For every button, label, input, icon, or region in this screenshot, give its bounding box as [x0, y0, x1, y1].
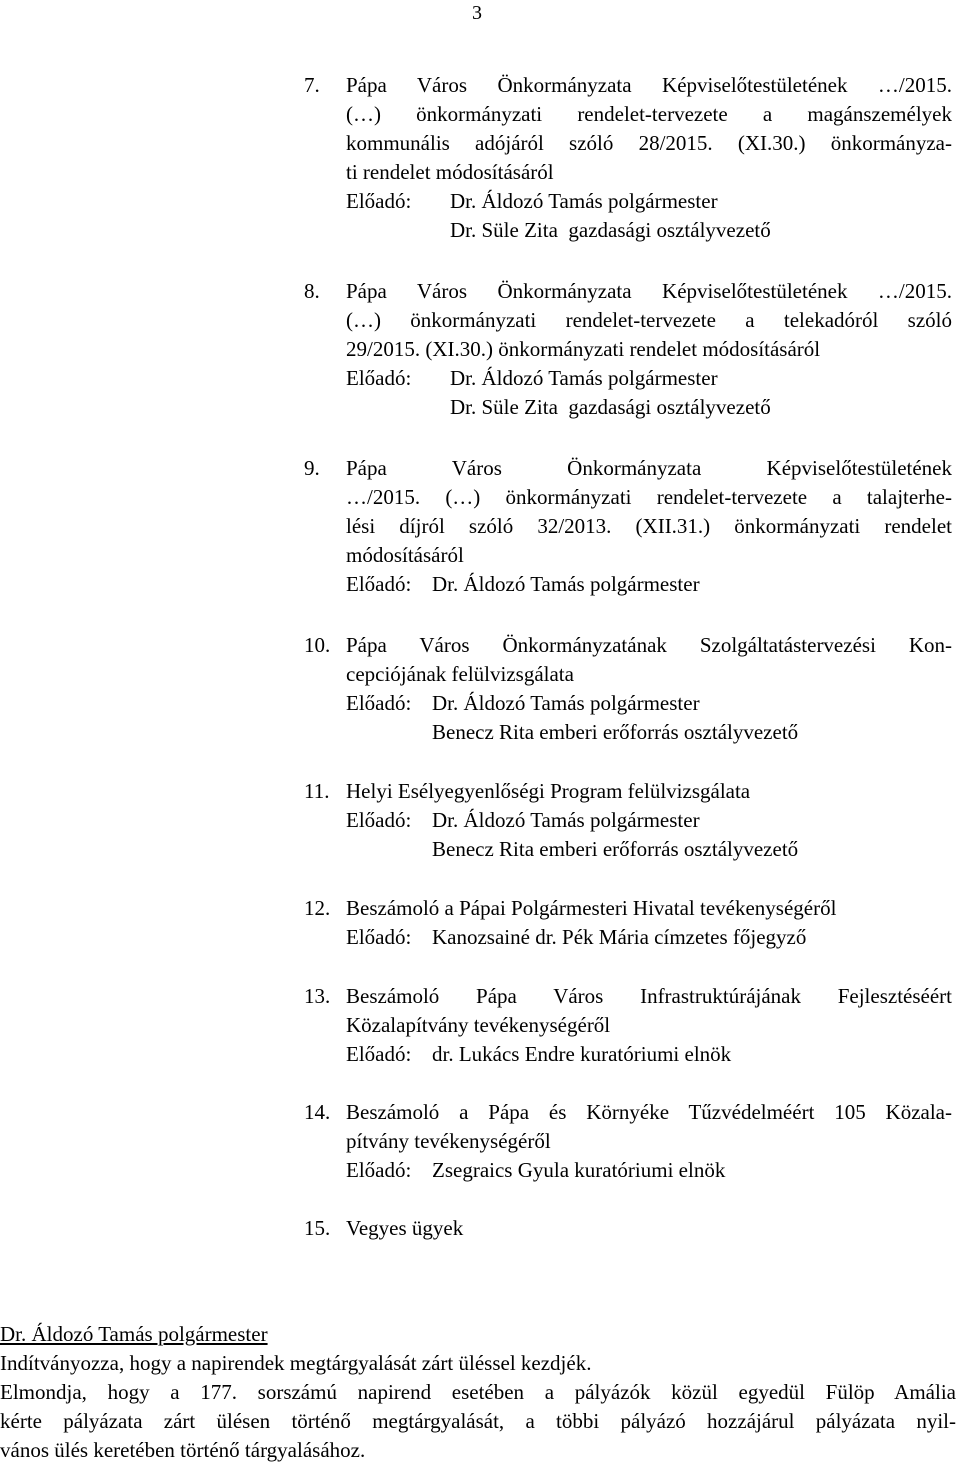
item-number: 10. — [304, 633, 331, 657]
presenter-label: Előadó: — [346, 1158, 412, 1182]
item-number: 8. — [304, 279, 320, 303]
item-text-line: cepciójának felülvizsgálata — [346, 662, 574, 686]
footer-para-line: vános ülés keretében történő tárgyalásához. — [0, 1438, 366, 1462]
presenter: Dr. Áldozó Tamás polgármester — [432, 572, 700, 596]
presenter-label: Előadó: — [346, 189, 412, 213]
item-number: 15. — [304, 1216, 331, 1240]
presenter: Dr. Süle Zita gazdasági osztályvezető — [450, 395, 771, 419]
presenter: dr. Lukács Endre kuratóriumi elnök — [432, 1042, 732, 1066]
presenter: Dr. Áldozó Tamás polgármester — [432, 691, 700, 715]
item-text-line: Pápa Város Önkormányzata Képviselőtestületének …/2015. — [346, 279, 952, 303]
presenter: Dr. Áldozó Tamás polgármester — [450, 189, 718, 213]
presenter-label: Előadó: — [346, 1042, 412, 1066]
item-number: 11. — [304, 779, 330, 803]
speaker-name: Dr. Áldozó Tamás polgármester — [0, 1322, 268, 1346]
presenter-label: Előadó: — [346, 925, 412, 949]
presenter: Dr. Áldozó Tamás polgármester — [450, 366, 718, 390]
item-text-line: kommunális adójáról szóló 28/2015. (XI.30.) önkormányza- — [346, 131, 952, 155]
presenter-label: Előadó: — [346, 691, 412, 715]
item-text-line: 29/2015. (XI.30.) önkormányzati rendelet módosításáról — [346, 337, 821, 361]
item-number: 12. — [304, 896, 331, 920]
item-number: 7. — [304, 73, 320, 97]
footer-line: Indítványozza, hogy a napirendek megtárgyalását zárt üléssel kezdjék. — [0, 1351, 592, 1375]
presenter-label: Előadó: — [346, 572, 412, 596]
item-text-line: Beszámoló Pápa Város Infrastruktúrájának Fejlesztéséért — [346, 984, 952, 1008]
item-text-line: ti rendelet módosításáról — [346, 160, 554, 184]
item-number: 13. — [304, 984, 331, 1008]
presenter-label: Előadó: — [346, 366, 412, 390]
item-text-line: Közalapítvány tevékenységéről — [346, 1013, 611, 1037]
item-number: 14. — [304, 1100, 331, 1124]
item-text-line: Pápa Város Önkormányzata Képviselőtestületének — [346, 456, 952, 480]
item-text-line: Beszámoló a Pápa és Környéke Tűzvédelméért 105 Közala- — [346, 1100, 952, 1124]
presenter: Dr. Süle Zita gazdasági osztályvezető — [450, 218, 771, 242]
item-text-line: Pápa Város Önkormányzatának Szolgáltatástervezési Kon- — [346, 633, 952, 657]
footer-para-line: Elmondja, hogy a 177. sorszámú napirend esetében a pályázók közül egyedül Fülöp Amália — [0, 1380, 956, 1404]
presenter: Zsegraics Gyula kuratóriumi elnök — [432, 1158, 726, 1182]
item-number: 9. — [304, 456, 320, 480]
page-number: 3 — [472, 2, 482, 24]
item-text-line: (…) önkormányzati rendelet-tervezete a magánszemélyek — [346, 102, 952, 126]
item-text-line: módosításáról — [346, 543, 464, 567]
presenter: Dr. Áldozó Tamás polgármester — [432, 808, 700, 832]
item-text-line: pítvány tevékenységéről — [346, 1129, 551, 1153]
footer-para-line: kérte pályázata zárt ülésen történő megtárgyalását, a többi pályázó hozzájárul pályázata nyil- — [0, 1409, 956, 1433]
presenter: Kanozsainé dr. Pék Mária címzetes főjegyző — [432, 925, 807, 949]
item-text-line: …/2015. (…) önkormányzati rendelet-tervezete a talajterhe- — [346, 485, 952, 509]
presenter-label: Előadó: — [346, 808, 412, 832]
item-text-line: Beszámoló a Pápai Polgármesteri Hivatal tevékenységéről — [346, 896, 837, 920]
item-text-line: Vegyes ügyek — [346, 1216, 464, 1240]
item-text-line: Pápa Város Önkormányzata Képviselőtestületének …/2015. — [346, 73, 952, 97]
presenter: Benecz Rita emberi erőforrás osztályvezető — [432, 720, 799, 744]
presenter: Benecz Rita emberi erőforrás osztályvezető — [432, 837, 799, 861]
item-text-line: (…) önkormányzati rendelet-tervezete a telekadóról szóló — [346, 308, 952, 332]
item-text-line: lési díjról szóló 32/2013. (XII.31.) önkormányzati rendelet — [346, 514, 952, 538]
item-text-line: Helyi Esélyegyenlőségi Program felülvizsgálata — [346, 779, 751, 803]
